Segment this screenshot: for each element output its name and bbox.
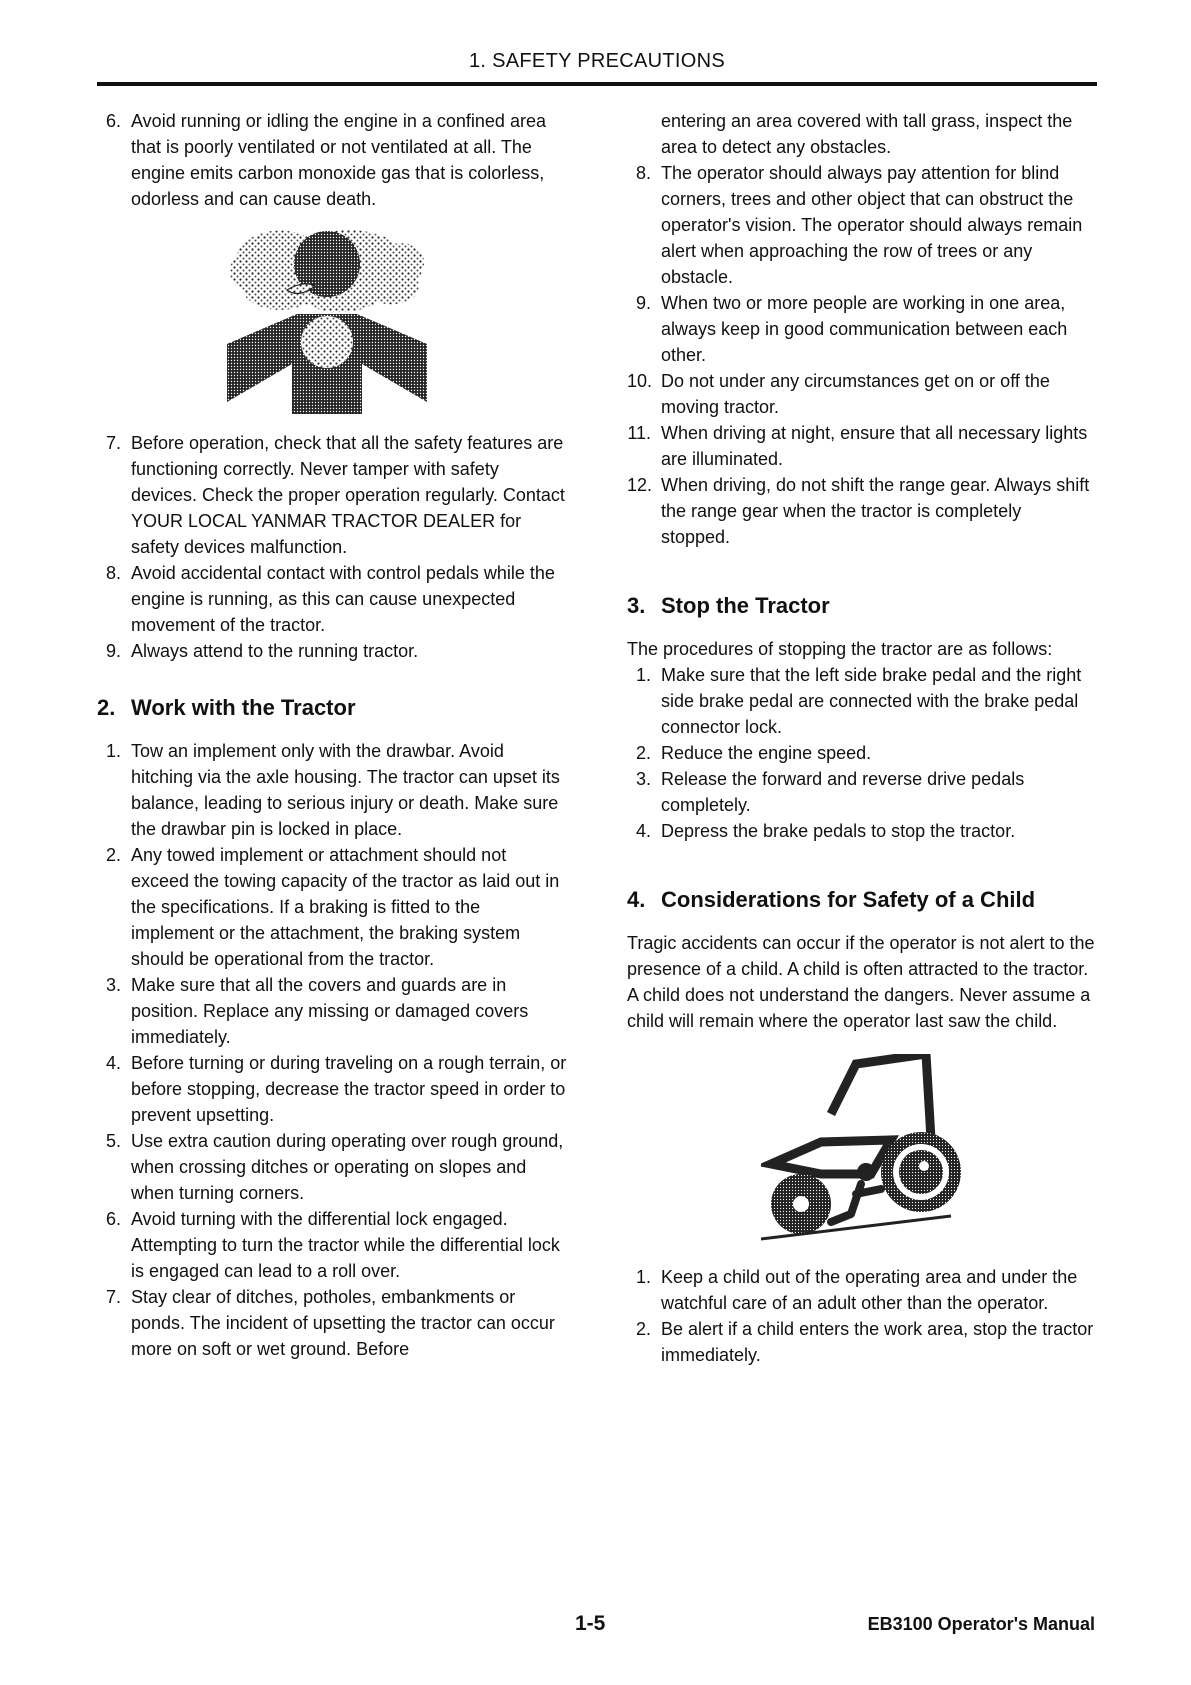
safety-list-top-cont <box>97 430 567 664</box>
list-item-number: 3. <box>105 975 121 995</box>
list-item-number: 11. <box>627 423 651 443</box>
list-item-number: 1. <box>635 665 651 685</box>
carbon-monoxide-hazard-icon <box>227 224 437 414</box>
stop-list <box>627 662 1095 844</box>
list-item-text: Tow an implement only with the drawbar. Avoid hitching via the axle housing. The tractor can upset its balance, leading to serious injury or death. Make sure the drawbar pin is locked in place. <box>131 741 560 839</box>
tractor-child-hazard-icon <box>761 1054 961 1244</box>
list-item-number: 5. <box>105 1131 121 1151</box>
safety-list-top <box>97 108 567 212</box>
list-item <box>627 160 1095 290</box>
list-item-continuation <box>627 108 1095 160</box>
list-item-text: Make sure that all the covers and guards are in position. Replace any missing or damaged covers immediately. <box>131 975 529 1047</box>
stop-intro: The procedures of stopping the tractor are as follows: <box>627 639 1053 659</box>
section-heading-work <box>97 694 567 722</box>
section-title: Considerations for Safety of a Child <box>661 887 1036 912</box>
list-item-text: Avoid accidental contact with control pedals while the engine is running, as this can cause unexpected movement of the tractor. <box>131 563 555 635</box>
list-item-text: entering an area covered with tall grass, inspect the area to detect any obstacles. <box>661 111 1073 157</box>
list-item <box>97 972 567 1050</box>
section-title: Stop the Tractor <box>661 593 830 618</box>
section-number: 2. <box>97 695 116 720</box>
list-item-number: 12. <box>627 475 653 495</box>
list-item-text: Be alert if a child enters the work area, stop the tractor immediately. <box>661 1319 1094 1365</box>
list-item-text: Keep a child out of the operating area and under the watchful care of an adult other than the operator. <box>661 1267 1078 1313</box>
header-rule <box>97 82 1097 86</box>
list-item-text: Any towed implement or attachment should not exceed the towing capacity of the tractor as laid out in the specifications. If a braking is fitted to the implement or the attachment, the braking system should be operational from the tractor. <box>131 845 560 969</box>
list-item-number: 2. <box>635 743 651 763</box>
list-item <box>627 766 1095 818</box>
list-item-text: Before turning or during traveling on a rough terrain, or before stopping, decrease the tractor speed in order to prevent upsetting. <box>131 1053 567 1125</box>
list-item-text: The operator should always pay attention for blind corners, trees and other object that can obstruct the operator's vision. The operator should always remain alert when approaching the row of trees or any obstacle. <box>661 163 1083 287</box>
list-item-number: 1. <box>635 1267 651 1287</box>
child-intro: Tragic accidents can occur if the operator is not alert to the presence of a child. A child is often attracted to the tractor. A child does not understand the dangers. Never assume a child will remain where the operator last saw the child. <box>627 933 1095 1031</box>
list-item-number: 7. <box>105 1287 121 1307</box>
list-item-number: 10. <box>627 371 653 391</box>
list-item <box>97 738 567 842</box>
list-item <box>627 662 1095 740</box>
list-item-text: Reduce the engine speed. <box>661 743 872 763</box>
list-item <box>627 1316 1095 1368</box>
right-column <box>627 108 1095 1368</box>
list-item <box>627 472 1095 550</box>
list-item-number: 6. <box>105 1209 121 1229</box>
list-item-text: Use extra caution during operating over rough ground, when crossing ditches or operating on slopes and when turning corners. <box>131 1131 564 1203</box>
list-item <box>97 1284 567 1362</box>
list-item-text: When two or more people are working in one area, always keep in good communication between each other. <box>661 293 1068 365</box>
list-item <box>627 740 1095 766</box>
list-item-text: Before operation, check that all the safety features are functioning correctly. Never tamper with safety devices. Check the proper operation regularly. Contact YOUR LOCAL YANMAR TRACTOR DEALER for safety devices malfunction. <box>131 433 565 557</box>
list-item <box>627 1264 1095 1316</box>
manual-title: EB3100 Operator's Manual <box>867 1614 1095 1634</box>
list-item <box>97 1050 567 1128</box>
page-number: 1-5 <box>575 1612 606 1635</box>
list-item-text: Avoid turning with the differential lock engaged. Attempting to turn the tractor while the differential lock is engaged can lead to a roll over. <box>131 1209 560 1281</box>
list-item <box>97 560 567 638</box>
list-item <box>627 420 1095 472</box>
section-number: 3. <box>627 593 646 618</box>
list-item-number: 9. <box>105 641 121 661</box>
list-item-text: Release the forward and reverse drive pedals completely. <box>661 769 1025 815</box>
list-item-text: Always attend to the running tractor. <box>131 641 419 661</box>
page-header-title: 1. SAFETY PRECAUTIONS <box>469 50 725 72</box>
list-item-text: Do not under any circumstances get on or off the moving tractor. <box>661 371 1050 417</box>
list-item-number: 4. <box>105 1053 121 1073</box>
list-item <box>97 430 567 560</box>
list-item <box>97 842 567 972</box>
list-item-number: 3. <box>635 769 651 789</box>
list-item-number: 9. <box>635 293 651 313</box>
list-item <box>627 290 1095 368</box>
section-title: Work with the Tractor <box>131 695 356 720</box>
list-item <box>97 638 567 664</box>
list-item-text: Make sure that the left side brake pedal and the right side brake pedal are connected with the brake pedal connector lock. <box>661 665 1082 737</box>
section-heading-child <box>627 886 1095 914</box>
list-item-number: 1. <box>105 741 121 761</box>
list-item <box>97 108 567 212</box>
section-number: 4. <box>627 887 646 912</box>
list-item <box>627 368 1095 420</box>
left-column <box>97 108 567 1362</box>
list-item-text: Stay clear of ditches, potholes, embankments or ponds. The incident of upsetting the tractor can occur more on soft or wet ground. Before <box>131 1287 555 1359</box>
list-item-text: Avoid running or idling the engine in a confined area that is poorly ventilated or not ventilated at all. The engine emits carbon monoxide gas that is colorless, odorless and can cause death. <box>131 111 546 209</box>
list-item <box>97 1206 567 1284</box>
list-item <box>97 1128 567 1206</box>
list-item-text: When driving, do not shift the range gear. Always shift the range gear when the tractor is completely stopped. <box>661 475 1090 547</box>
list-item <box>627 818 1095 844</box>
list-item-number: 8. <box>635 163 651 183</box>
list-item-number: 2. <box>635 1319 651 1339</box>
work-list-cont <box>627 108 1095 550</box>
list-item-number: 7. <box>105 433 121 453</box>
list-item-number: 6. <box>105 111 121 131</box>
list-item-number: 4. <box>635 821 651 841</box>
child-list <box>627 1264 1095 1368</box>
work-list <box>97 738 567 1362</box>
list-item-text: When driving at night, ensure that all necessary lights are illuminated. <box>661 423 1088 469</box>
section-heading-stop <box>627 592 1095 620</box>
list-item-number: 8. <box>105 563 121 583</box>
list-item-number: 2. <box>105 845 121 865</box>
list-item-text: Depress the brake pedals to stop the tractor. <box>661 821 1016 841</box>
